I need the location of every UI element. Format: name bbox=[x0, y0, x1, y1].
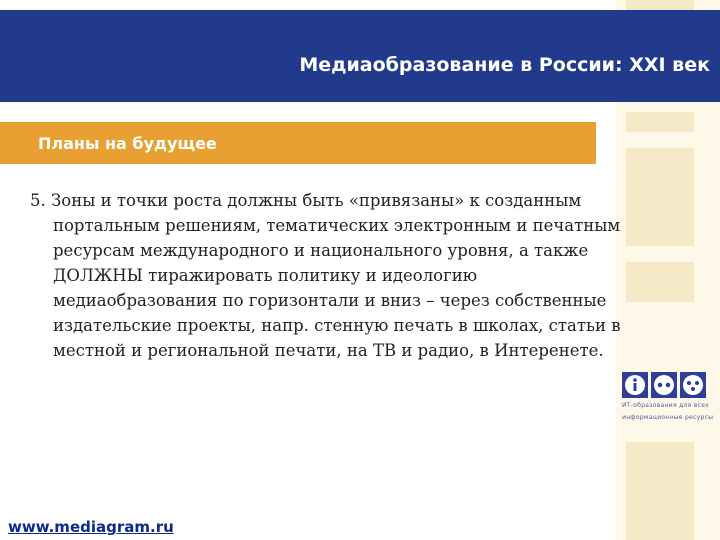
header-banner bbox=[0, 10, 720, 102]
logo-caption: ИТ-образования для всех bbox=[622, 402, 710, 409]
logo-caption-2: информационные ресурсы bbox=[622, 414, 714, 421]
decorative-stripe bbox=[626, 112, 694, 132]
info-icon bbox=[622, 372, 648, 398]
decorative-stripe bbox=[626, 442, 694, 540]
decorative-stripe bbox=[626, 148, 694, 246]
section-title: Планы на будущее bbox=[38, 134, 217, 153]
page-title: Медиаобразование в России: XXI век bbox=[299, 54, 710, 76]
main-paragraph: 5. Зоны и точки роста должны быть «привязаны» к созданным портальным решениям, тематических электронным и печатным ресурсам международного и национального уровня, а также ДОЛЖНЫ тиражировать политику и идеологию медиаобразования по горизонтали и вниз – через собственные издательские проекты, напр. стенную печать в школах, статьи в местной и региональной печати, на ТВ и радио, в Интеренете. bbox=[30, 191, 621, 360]
logo bbox=[622, 372, 714, 442]
section-header bbox=[0, 122, 596, 164]
people-icon bbox=[680, 372, 706, 398]
eye-icon bbox=[651, 372, 677, 398]
decorative-stripe bbox=[626, 262, 694, 302]
website-link[interactable]: www.mediagram.ru bbox=[8, 518, 174, 536]
